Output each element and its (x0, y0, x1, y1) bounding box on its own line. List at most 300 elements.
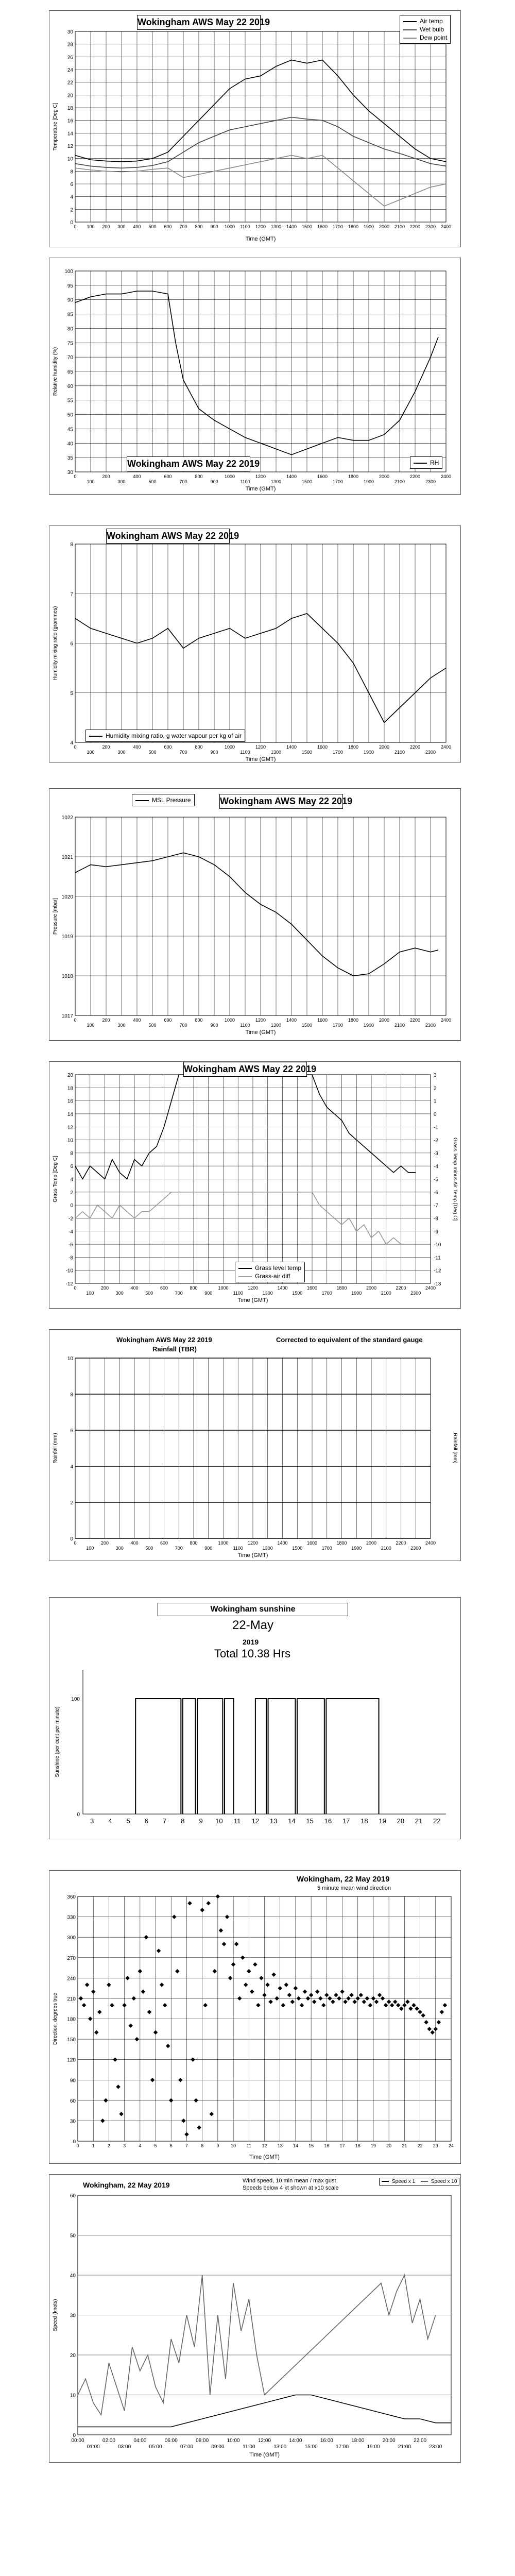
y-axis-title: Rainfall (mm) (53, 1433, 58, 1464)
x-tick-label: 12 (262, 2143, 267, 2148)
x-tick-label: 1600 (317, 1018, 328, 1023)
direction-point (284, 1982, 288, 1987)
x-tick-label: 2000 (379, 474, 390, 479)
x-axis-title: Time (GMT) (249, 2154, 280, 2160)
x-tick-label: 400 (130, 1540, 139, 1546)
sunshine-chart-title: Wokingham sunshine (158, 1603, 348, 1616)
y-tick-label: 10 (67, 1138, 73, 1144)
x-tick-label: 700 (175, 1291, 183, 1296)
x-tick-label: 2100 (381, 1291, 391, 1296)
x-tick-label: 1900 (363, 479, 374, 484)
direction-point (390, 2003, 394, 2007)
sunshine-interval (326, 1699, 379, 1814)
direction-point (268, 1999, 272, 2004)
x-tick-label: 2300 (425, 479, 436, 484)
direction-point (157, 1948, 161, 1953)
direction-point (356, 1996, 360, 2001)
x-tick-label: 2400 (425, 1540, 436, 1546)
y-tick-label: 4 (70, 1177, 73, 1183)
x-tick-label: 800 (195, 1018, 203, 1023)
y-tick-label: 120 (67, 2057, 76, 2063)
x-tick-label: 12 (251, 1817, 260, 1825)
y-tick-label: 0 (73, 2139, 76, 2145)
x-tick-label: 2300 (425, 224, 436, 229)
direction-point (387, 1999, 391, 2004)
x-tick-label: 2300 (425, 1023, 436, 1028)
x-tick-label: 1800 (348, 224, 359, 229)
x-tick-label: 700 (179, 479, 187, 484)
sunshine-interval (225, 1699, 234, 1814)
x-tick-label: 18 (360, 1817, 368, 1825)
direction-point (408, 2006, 413, 2010)
temperature-chart (49, 11, 460, 247)
x-tick-label: 20 (397, 1817, 405, 1825)
x-tick-label: 200 (100, 1285, 109, 1291)
y-tick-label: 20 (67, 93, 73, 99)
direction-point (346, 1996, 350, 2001)
x-tick-label: 11 (233, 1817, 241, 1825)
x-tick-label: 600 (164, 744, 172, 750)
x-tick-label: 300 (115, 1291, 124, 1296)
direction-point (440, 2010, 444, 2014)
direction-point (113, 2057, 117, 2061)
direction-point (107, 1982, 111, 1987)
x-tick-label: 19 (370, 2143, 376, 2148)
y2-tick-label: -12 (434, 1268, 441, 1274)
direction-point (153, 2030, 158, 2035)
x-tick-label: 4 (139, 2143, 142, 2148)
x-tick-label: 20:00 (382, 2438, 396, 2444)
rainfall-chart-panel (49, 1329, 461, 1561)
direction-point (172, 1914, 176, 1919)
direction-point (306, 1996, 310, 2001)
x-tick-label: 0 (74, 1018, 77, 1023)
x-tick-label: 1700 (332, 750, 344, 755)
x-tick-label: 9 (216, 2143, 219, 2148)
y-tick-label: 16 (67, 1098, 73, 1105)
y-tick-label: 7 (70, 591, 73, 598)
x-tick-label: 1500 (301, 479, 313, 484)
x-tick-label: 02:00 (102, 2438, 115, 2444)
direction-point (337, 1996, 341, 2001)
y-tick-label: -10 (65, 1268, 73, 1274)
y-tick-label: 330 (67, 1914, 76, 1921)
direction-point (187, 1901, 192, 1905)
x-tick-label: 0 (74, 744, 77, 750)
y-tick-label: 4 (70, 740, 73, 746)
direction-point (181, 2119, 185, 2123)
temperature-chart-panel (49, 10, 461, 247)
direction-point (178, 2078, 182, 2082)
x-tick-label: 1200 (255, 1018, 266, 1023)
y-tick-label: 45 (67, 427, 73, 433)
x-tick-label: 7 (185, 2143, 188, 2148)
series-line-msl-pressure (75, 853, 438, 976)
x-tick-label: 1 (92, 2143, 95, 2148)
y-tick-label: 30 (70, 2313, 76, 2319)
x-tick-label: 04:00 (133, 2438, 147, 2444)
x-tick-label: 2200 (409, 1018, 421, 1023)
x-tick-label: 1200 (247, 1285, 259, 1291)
y-tick-label: 240 (67, 1976, 76, 1982)
y-tick-label: 12 (67, 144, 73, 149)
rainfall-chart-title: Wokingham AWS May 22 2019 (116, 1336, 212, 1344)
x-tick-label: 1700 (332, 224, 344, 229)
y-tick-label: 40 (70, 2273, 76, 2279)
x-tick-label: 1700 (321, 1291, 332, 1296)
direction-point (234, 1942, 238, 1946)
x-tick-label: 1800 (348, 744, 359, 750)
x-tick-label: 9 (199, 1817, 203, 1825)
x-tick-label: 0 (74, 1540, 77, 1546)
series-line-speed-x-1 (78, 2395, 451, 2427)
y-tick-label: 10 (67, 156, 73, 162)
y-tick-label: 22 (67, 80, 73, 86)
direction-point (374, 1999, 379, 2004)
x-tick-label: 18:00 (351, 2438, 365, 2444)
y2-tick-label: -2 (434, 1138, 438, 1144)
direction-point (418, 2010, 422, 2014)
x-tick-label: 1100 (233, 1291, 243, 1296)
x-tick-label: 100 (87, 750, 95, 755)
direction-point (365, 1996, 369, 2001)
x-tick-label: 8 (181, 1817, 185, 1825)
y-axis-title: Sunshine (per cent per minute) (55, 1706, 60, 1777)
x-axis-title: Time (GMT) (245, 486, 276, 492)
direction-point (119, 2112, 123, 2116)
x-tick-label: 2100 (381, 1546, 391, 1551)
legend-item-rh: RH (414, 459, 439, 467)
x-tick-label: 300 (117, 479, 126, 484)
x-tick-label: 2000 (366, 1540, 377, 1546)
x-tick-label: 1400 (286, 1018, 297, 1023)
direction-point (200, 1908, 204, 1912)
y2-tick-label: -10 (434, 1242, 441, 1248)
x-tick-label: 15 (308, 2143, 314, 2148)
direction-point (213, 1969, 217, 1973)
x-tick-label: 7 (163, 1817, 167, 1825)
direction-point (349, 1993, 353, 1997)
x-tick-label: 3 (90, 1817, 94, 1825)
grass-temp-chart-panel (49, 1061, 461, 1309)
x-tick-label: 1900 (351, 1546, 362, 1551)
x-tick-label: 500 (148, 750, 157, 755)
direction-point (290, 1999, 295, 2004)
direction-point (287, 1993, 291, 1997)
x-tick-label: 700 (179, 750, 187, 755)
direction-point (393, 1999, 397, 2004)
y-tick-label: 14 (67, 131, 73, 137)
y-tick-label: 5 (70, 690, 73, 697)
direction-point (79, 1996, 83, 2001)
temperature-chart-title: Wokingham AWS May 22 2019 (137, 15, 261, 30)
direction-point (300, 2003, 304, 2007)
x-tick-label: 100 (87, 479, 95, 484)
x-tick-label: 2200 (396, 1285, 406, 1291)
legend-item-wet-bulb: Wet bulb (403, 25, 447, 33)
x-tick-label: 11 (246, 2143, 251, 2148)
direction-point (271, 1972, 276, 1976)
x-tick-label: 1800 (348, 1018, 359, 1023)
x-tick-label: 2000 (379, 744, 390, 750)
y-tick-label: 4 (70, 1464, 73, 1470)
x-tick-label: 20 (386, 2143, 392, 2148)
x-tick-label: 1600 (317, 224, 328, 229)
direction-point (265, 1982, 269, 1987)
x-axis-title: Time (GMT) (245, 756, 276, 762)
x-tick-label: 1200 (255, 224, 266, 229)
y-tick-label: 12 (67, 1125, 73, 1131)
y-tick-label: 20 (67, 1073, 73, 1078)
direction-point (82, 2003, 86, 2007)
x-tick-label: 800 (190, 1285, 198, 1291)
rh-chart-title: Wokingham AWS May 22 2019 (127, 456, 250, 471)
y-tick-label: 30 (67, 29, 73, 35)
x-tick-label: 800 (195, 474, 203, 479)
x-tick-label: 700 (179, 224, 187, 229)
x-tick-label: 300 (115, 1546, 124, 1551)
y-tick-label: 2 (70, 207, 73, 213)
x-tick-label: 15:00 (304, 2444, 318, 2450)
x-tick-label: 08:00 (196, 2438, 209, 2444)
x-tick-label: 09:00 (211, 2444, 225, 2450)
direction-point (253, 1962, 257, 1967)
x-tick-label: 2200 (409, 224, 421, 229)
x-axis-title: Time (GMT) (245, 1029, 276, 1036)
y-tick-label: 270 (67, 1955, 76, 1961)
x-tick-label: 1600 (317, 474, 328, 479)
direction-point (424, 2020, 428, 2024)
direction-point (104, 2098, 108, 2103)
direction-point (318, 1996, 322, 2001)
x-tick-label: 2400 (440, 1018, 452, 1023)
x-tick-label: 19 (379, 1817, 386, 1825)
x-tick-label: 10:00 (227, 2438, 240, 2444)
x-tick-label: 2300 (410, 1291, 421, 1296)
y-tick-label: 8 (70, 169, 73, 175)
x-tick-label: 1300 (262, 1291, 273, 1296)
y-tick-label: 300 (67, 1935, 76, 1941)
x-tick-label: 07:00 (180, 2444, 193, 2450)
direction-point (169, 2098, 173, 2103)
x-tick-label: 900 (210, 750, 218, 755)
y-tick-label: 65 (67, 369, 73, 375)
sunshine-interval (135, 1699, 181, 1814)
x-tick-label: 1100 (240, 750, 250, 755)
x-tick-label: 1400 (286, 224, 297, 229)
y-tick-label: 4 (70, 194, 73, 200)
x-tick-label: 23:00 (429, 2444, 442, 2450)
y-tick-label: 1018 (61, 974, 73, 979)
x-tick-label: 1500 (292, 1546, 303, 1551)
x-tick-label: 16 (324, 1817, 332, 1825)
y2-tick-label: 1 (434, 1098, 437, 1105)
legend-item-speed-x1: Speed x 1 (382, 2179, 415, 2184)
direction-point (91, 1989, 95, 1993)
direction-point (247, 1969, 251, 1973)
x-tick-label: 1000 (224, 474, 235, 479)
y-axis-title: Relative humidity (%) (53, 347, 58, 396)
y-tick-label: 60 (70, 2098, 76, 2104)
x-tick-label: 2200 (409, 474, 421, 479)
direction-point (371, 1996, 375, 2001)
x-tick-label: 2200 (409, 744, 421, 750)
direction-point (219, 1928, 223, 1933)
y-tick-label: 18 (67, 1086, 73, 1092)
x-tick-label: 4 (108, 1817, 112, 1825)
x-axis-title: Time (GMT) (245, 236, 276, 242)
y-axis-title: Speed (knots) (53, 2299, 58, 2331)
y-tick-label: -6 (68, 1242, 73, 1248)
x-tick-label: 400 (133, 744, 141, 750)
direction-point (122, 2003, 126, 2007)
direction-point (184, 2132, 188, 2137)
x-tick-label: 16 (324, 2143, 330, 2148)
legend-item-grass-air-diff: Grass-air diff (238, 1272, 301, 1280)
sunshine-interval (255, 1699, 266, 1814)
x-tick-label: 600 (160, 1285, 168, 1291)
x-tick-label: 2000 (379, 224, 390, 229)
x-tick-label: 11:00 (243, 2444, 255, 2450)
direction-point (100, 2119, 105, 2123)
x-tick-label: 100 (86, 1546, 94, 1551)
direction-point (166, 2044, 170, 2048)
x-tick-label: 900 (210, 1023, 218, 1028)
x-axis-title: Time (GMT) (249, 2452, 280, 2458)
x-tick-label: 1400 (286, 474, 297, 479)
y2-tick-label: -11 (434, 1255, 441, 1261)
x-tick-label: 21 (402, 2143, 407, 2148)
x-tick-label: 16:00 (320, 2438, 333, 2444)
direction-point (231, 1962, 235, 1967)
x-tick-label: 1300 (270, 1023, 282, 1028)
y-tick-label: 6 (70, 641, 73, 647)
direction-point (132, 1996, 136, 2001)
x-tick-label: 2100 (394, 750, 405, 755)
pressure-legend (132, 794, 195, 806)
y-axis-title: Direction, degrees true (53, 1992, 58, 2045)
x-tick-label: 500 (145, 1291, 153, 1296)
x-tick-label: 1700 (332, 479, 344, 484)
y-tick-label: 30 (67, 470, 73, 476)
y-tick-label: 6 (70, 1428, 73, 1434)
wind-speed-chart-subtitle-2: Speeds below 4 kt shown at x10 scale (243, 2185, 339, 2191)
y-tick-label: 360 (67, 1894, 76, 1900)
direction-point (384, 2003, 388, 2007)
direction-point (244, 1982, 248, 1987)
x-tick-label: 800 (190, 1540, 198, 1546)
direction-point (278, 1986, 282, 1990)
y-tick-label: 1021 (61, 855, 73, 860)
direction-point (163, 2003, 167, 2007)
y-tick-label: 0 (70, 1536, 73, 1542)
x-tick-label: 1100 (233, 1546, 243, 1551)
y-tick-label: 55 (67, 398, 73, 404)
x-tick-label: 15 (306, 1817, 314, 1825)
x-axis-title: Time (GMT) (237, 1297, 268, 1303)
x-tick-label: 1400 (286, 744, 297, 750)
legend-item-dew-point: Dew point (403, 33, 447, 42)
x-tick-label: 300 (117, 1023, 126, 1028)
x-tick-label: 1200 (255, 744, 266, 750)
x-tick-label: 6 (144, 1817, 148, 1825)
y2-axis-title: Rainfall (mm) (452, 1433, 458, 1464)
x-tick-label: 14:00 (289, 2438, 302, 2444)
x-tick-label: 0 (74, 224, 77, 229)
y-tick-label: 60 (67, 383, 73, 389)
y-tick-label: 40 (67, 441, 73, 447)
y-tick-label: 2 (70, 1500, 73, 1506)
y-tick-label: 20 (70, 2353, 76, 2359)
y-tick-label: 14 (67, 1111, 73, 1117)
y-tick-label: 85 (67, 312, 73, 318)
x-tick-label: 200 (102, 224, 110, 229)
y-tick-label: 100 (64, 269, 73, 275)
y2-tick-label: -5 (434, 1177, 438, 1183)
y2-tick-label: -9 (434, 1229, 438, 1235)
direction-point (97, 2010, 101, 2014)
x-tick-label: 1500 (301, 1023, 313, 1028)
y-tick-label: 28 (67, 42, 73, 48)
direction-point (321, 2003, 325, 2007)
y-tick-label: 8 (70, 1150, 73, 1157)
x-tick-label: 500 (148, 1023, 157, 1028)
wind-direction-chart-subtitle: 5 minute mean wind direction (317, 1885, 391, 1891)
y2-tick-label: -8 (434, 1216, 438, 1222)
x-tick-label: 100 (87, 224, 95, 229)
y2-tick-label: 3 (434, 1073, 437, 1078)
rh-legend (410, 456, 442, 469)
x-tick-label: 900 (204, 1291, 213, 1296)
x-tick-label: 2100 (394, 479, 405, 484)
x-tick-label: 19:00 (367, 2444, 380, 2450)
x-tick-label: 500 (145, 1546, 153, 1551)
y2-tick-label: -1 (434, 1125, 438, 1131)
direction-point (150, 2078, 154, 2082)
direction-point (297, 1996, 301, 2001)
x-tick-label: 13:00 (273, 2444, 287, 2450)
y2-tick-label: -3 (434, 1150, 438, 1157)
y-tick-label: 6 (70, 1164, 73, 1170)
direction-point (147, 2010, 151, 2014)
wind-speed-chart (49, 2175, 460, 2462)
direction-point (340, 1989, 344, 1993)
direction-point (274, 1996, 279, 2001)
direction-point (262, 1993, 266, 1997)
mixing-ratio-legend (85, 730, 245, 742)
y-axis-title: Humidity mixing ratio (grammes) (53, 606, 58, 681)
x-tick-label: 0 (74, 474, 77, 479)
y-tick-label: 70 (67, 355, 73, 361)
x-tick-label: 5 (126, 1817, 130, 1825)
direction-point (237, 1996, 242, 2001)
x-tick-label: 1400 (277, 1285, 288, 1291)
y-tick-label: 0 (70, 1203, 73, 1209)
direction-point (197, 2125, 201, 2129)
y2-tick-label: -13 (434, 1281, 441, 1287)
direction-point (135, 2037, 139, 2041)
x-tick-label: 600 (160, 1540, 168, 1546)
mixing-ratio-chart (49, 526, 460, 762)
x-tick-label: 17 (339, 2143, 345, 2148)
y-tick-label: -4 (68, 1229, 73, 1235)
sunshine-date: 22-May (232, 1618, 274, 1632)
x-tick-label: 14 (293, 2143, 298, 2148)
x-tick-label: 21 (415, 1817, 423, 1825)
x-tick-label: 1200 (255, 474, 266, 479)
direction-point (312, 1999, 316, 2004)
sunshine-interval (297, 1699, 324, 1814)
